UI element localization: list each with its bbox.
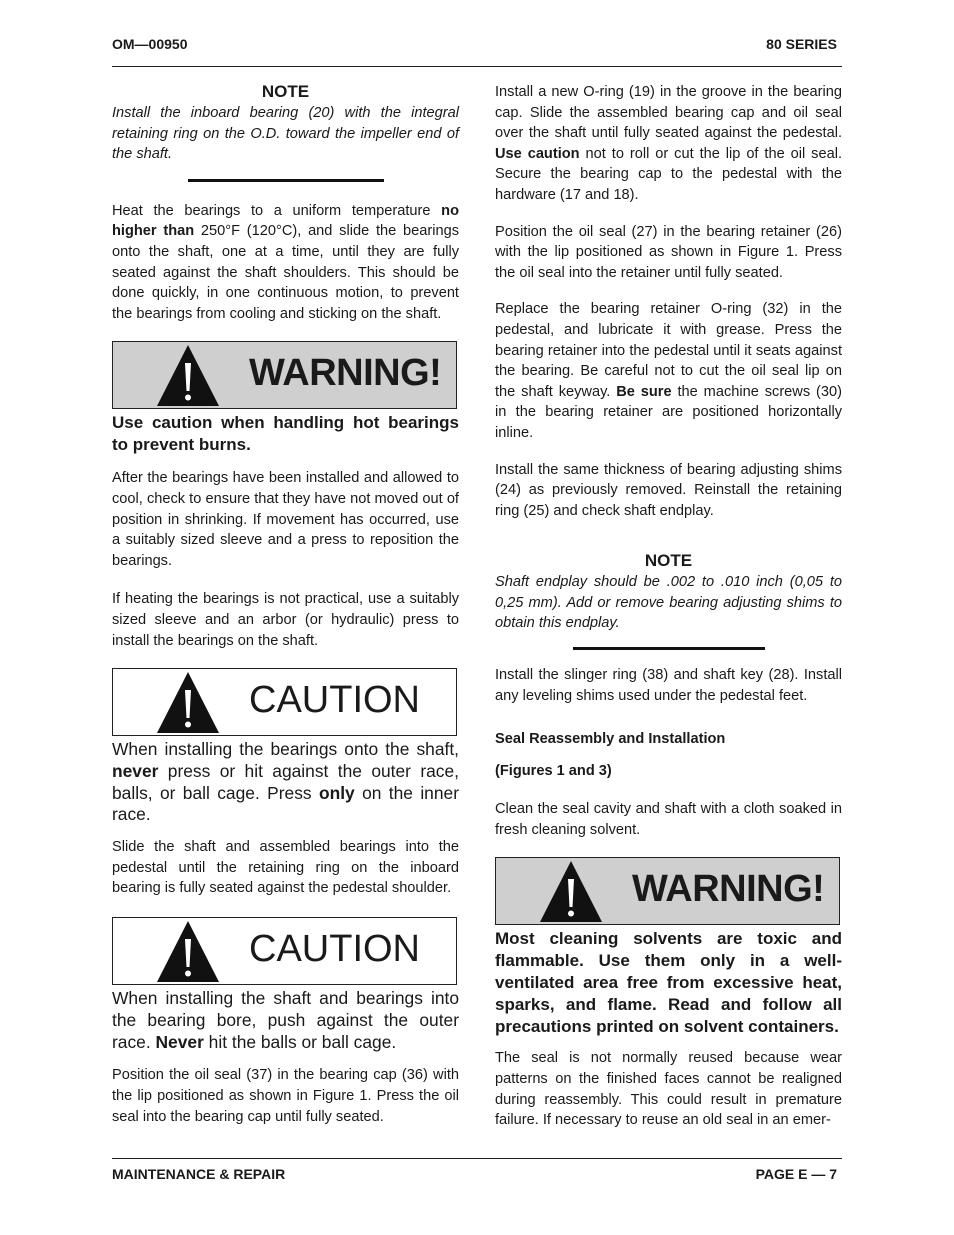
page-number: PAGE E — 7: [755, 1166, 837, 1182]
caution-label: CAUTION: [249, 928, 420, 971]
exclamation-triangle-icon: [155, 343, 221, 407]
caution-banner: [112, 668, 457, 736]
paragraph-clean-seal-cavity: Clean the seal cavity and shaft with a cloth soaked in fresh cleaning solvent.: [495, 801, 842, 838]
exclamation-triangle-icon: [538, 859, 604, 923]
exclamation-triangle-icon: [155, 919, 221, 983]
caution-text-installing-bearings: When installing the bearings onto the shaft, never press or hit against the outer race, balls, or ball cage. Press only on the inner race.: [112, 739, 459, 825]
note-text: Install the inboard bearing (20) with the integral retaining ring on the O.D. toward the impeller end of the shaft.: [112, 105, 459, 163]
paragraph-install-shims: Install the same thickness of bearing adjusting shims (24) as previously removed. Reinstall the retaining ring (25) and check shaft endplay.: [495, 461, 842, 519]
note-title: NOTE: [261, 82, 310, 101]
paragraph-heat-bearings: Heat the bearings to a uniform temperature no higher than 250°F (120°C), and slide the bearings onto the shaft, one at a time, until they are fully seated against the shaft shoulders. This should be done quickly, in one continuous motion, to prevent the bearings from cooling and sticking on the shaft.: [112, 202, 459, 322]
section-heading-seal-reassembly: Seal Reassembly and Installation: [495, 731, 726, 748]
paragraph-slinger-ring: Install the slinger ring (38) and shaft key (28). Install any leveling shims used under the pedestal feet.: [495, 667, 842, 704]
caution-label: CAUTION: [249, 679, 420, 722]
paragraph-if-heating: If heating the bearings is not practical, use a suitably sized sleeve and an arbor (or hydraulic) press to install the bearings on the shaft.: [112, 591, 459, 649]
footer-rule: [112, 1158, 842, 1159]
paragraph-position-oil-seal-37: Position the oil seal (37) in the bearing cap (36) with the lip positioned as shown in Figure 1. Press the oil seal into the bearing cap until fully seated.: [112, 1067, 459, 1125]
warning-banner: [495, 857, 840, 925]
warning-label: WARNING!: [249, 352, 442, 395]
series-label: 80 SERIES: [766, 36, 837, 52]
note-text: Shaft endplay should be .002 to .010 inch (0,05 to 0,25 mm). Add or remove bearing adjusting shims to obtain this endplay.: [495, 574, 842, 632]
paragraph-replace-oring: Replace the bearing retainer O-ring (32) in the pedestal, and lubricate it with grease. Press the bearing retainer into the pedestal until it seats against the bearing. Be careful not to cut the oil seal lip on the shaft keyway. Be sure the machine screws (30) in the bearing retainer are positioned horizontally inline.: [495, 301, 842, 441]
note-title: NOTE: [644, 551, 693, 571]
warning-label: WARNING!: [632, 868, 825, 911]
note-rule: [573, 647, 765, 650]
caution-text-installing-shaft: When installing the shaft and bearings into the bearing bore, push against the outer race. Never hit the balls or ball cage.: [112, 988, 459, 1052]
section-figures-reference: (Figures 1 and 3): [495, 763, 612, 780]
header-rule: [112, 66, 842, 67]
warning-text-solvents: Most cleaning solvents are toxic and flammable. Use them only in a well-ventilated area free from excessive heat, sparks, and flame. Read and follow all precautions printed on solvent containers.: [495, 929, 842, 1037]
note-rule: [188, 179, 384, 182]
document-number: OM—00950: [112, 36, 188, 52]
paragraph-after-install: After the bearings have been installed and allowed to cool, check to ensure that they have not moved out of position in shrinking. If movement has occurred, use a suitably sized sleeve and a press to reposition the bearings.: [112, 470, 459, 569]
paragraph-position-oil-seal-27: Position the oil seal (27) in the bearing retainer (26) with the lip positioned as shown in Figure 1. Press the oil seal into the retainer until fully seated.: [495, 223, 842, 281]
footer-section: MAINTENANCE & REPAIR: [112, 1166, 286, 1182]
left-column: [112, 82, 459, 1127]
warning-banner: [112, 341, 457, 409]
caution-banner: [112, 917, 457, 985]
warning-text-hot-bearings: Use caution when handling hot bearings to prevent burns.: [112, 413, 459, 455]
right-column: [495, 82, 842, 1131]
note-block-inboard: [112, 82, 459, 182]
exclamation-triangle-icon: [155, 670, 221, 734]
paragraph-seal-not-reused: The seal is not normally reused because wear patterns on the finished faces cannot be realigned during reassembly. This could result in premature failure. If necessary to reuse an old seal in an emer-: [495, 1050, 842, 1129]
paragraph-install-oring: Install a new O-ring (19) in the groove in the bearing cap. Slide the assembled bearing cap and oil seal over the shaft until fully seated against the pedestal. Use caution not to roll or cut the lip of the oil seal. Secure the bearing cap to the pedestal with the hardware (17 and 18).: [495, 84, 843, 203]
note-block-endplay: [495, 551, 842, 650]
paragraph-slide-shaft: Slide the shaft and assembled bearings into the pedestal until the retaining ring on the inboard bearing is fully seated against the pedestal shoulder.: [112, 839, 459, 897]
